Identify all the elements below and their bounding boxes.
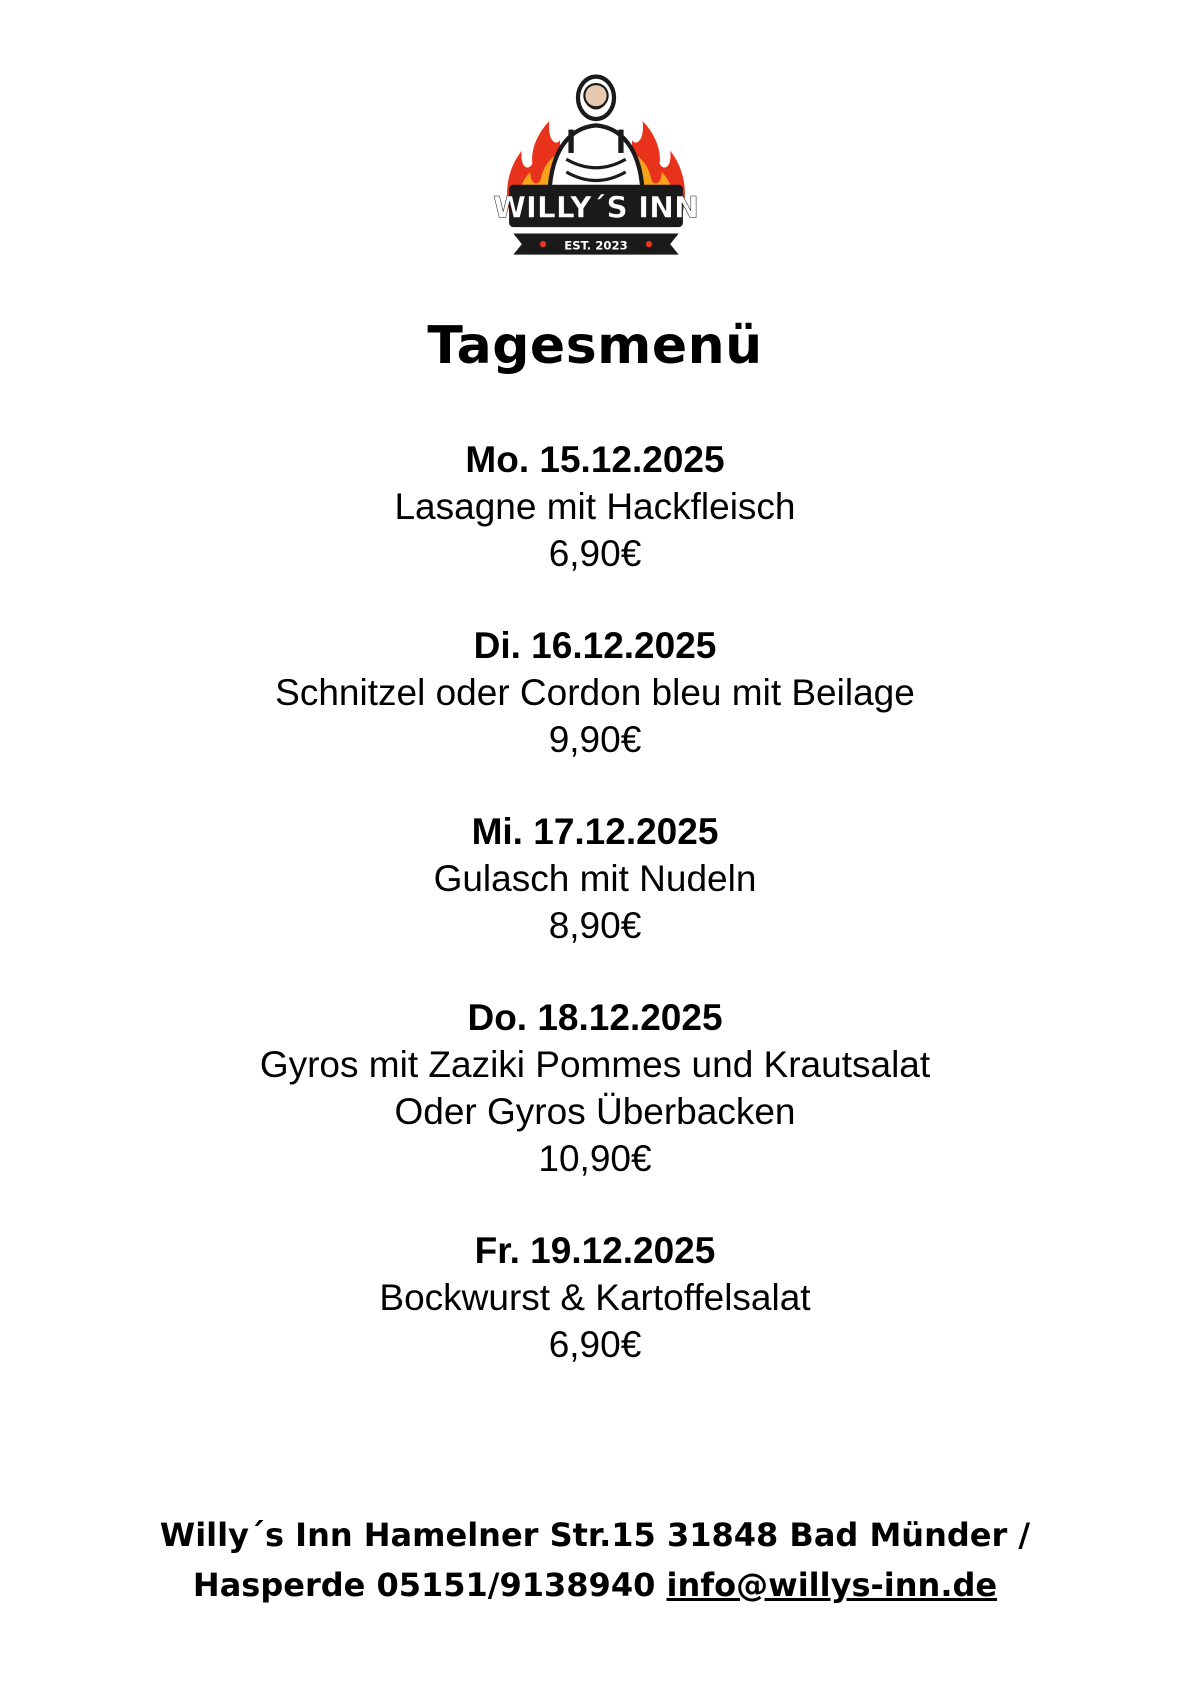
dish-name: Bockwurst & Kartoffelsalat [379,1277,811,1318]
dish-name: Lasagne mit Hackfleisch [394,486,796,527]
dish-price: 6,90€ [548,1324,642,1365]
contact-footer [0,1510,1190,1610]
dish-price: 6,90€ [548,533,642,574]
menu-day-monday [0,436,1190,577]
menu-day-tuesday [0,622,1190,763]
email-link[interactable]: info@willys-inn.de [666,1566,998,1604]
day-date: Fr. 19.12.2025 [474,1230,716,1271]
day-date: Mi. 17.12.2025 [471,811,719,852]
footer-address-line: Willy´s Inn Hamelner Str.15 31848 Bad Münder / [159,1516,1031,1554]
established-ribbon [513,233,678,254]
dish-price: 8,90€ [548,905,642,946]
menu-day-thursday [0,994,1190,1182]
svg-text:WILLY´S INN: WILLY´S INN [493,189,699,225]
menu-day-friday [0,1227,1190,1368]
name-banner [493,185,699,227]
menu-list [0,436,1190,1413]
day-date: Do. 18.12.2025 [467,997,723,1038]
day-date: Di. 16.12.2025 [473,625,717,666]
dish-name: Gulasch mit Nudeln [433,858,757,899]
footer-contact-line [0,1560,1190,1610]
dish-price: 9,90€ [548,719,642,760]
footer-phone: Hasperde 05151/9138940 [192,1566,667,1604]
menu-day-wednesday [0,808,1190,949]
day-date: Mo. 15.12.2025 [465,439,725,480]
svg-text:EST. 2023: EST. 2023 [564,238,628,253]
willys-inn-logo-icon [490,66,702,278]
dish-name: Gyros mit Zaziki Pommes und Krautsalat [259,1044,931,1085]
dish-alternative: Oder Gyros Überbacken [394,1091,796,1132]
dish-price: 10,90€ [538,1138,652,1179]
page-title: Tagesmenü [427,316,763,376]
dish-name: Schnitzel oder Cordon bleu mit Beilage [275,672,915,713]
logo [490,66,702,278]
chef-illustration-icon [549,77,642,194]
